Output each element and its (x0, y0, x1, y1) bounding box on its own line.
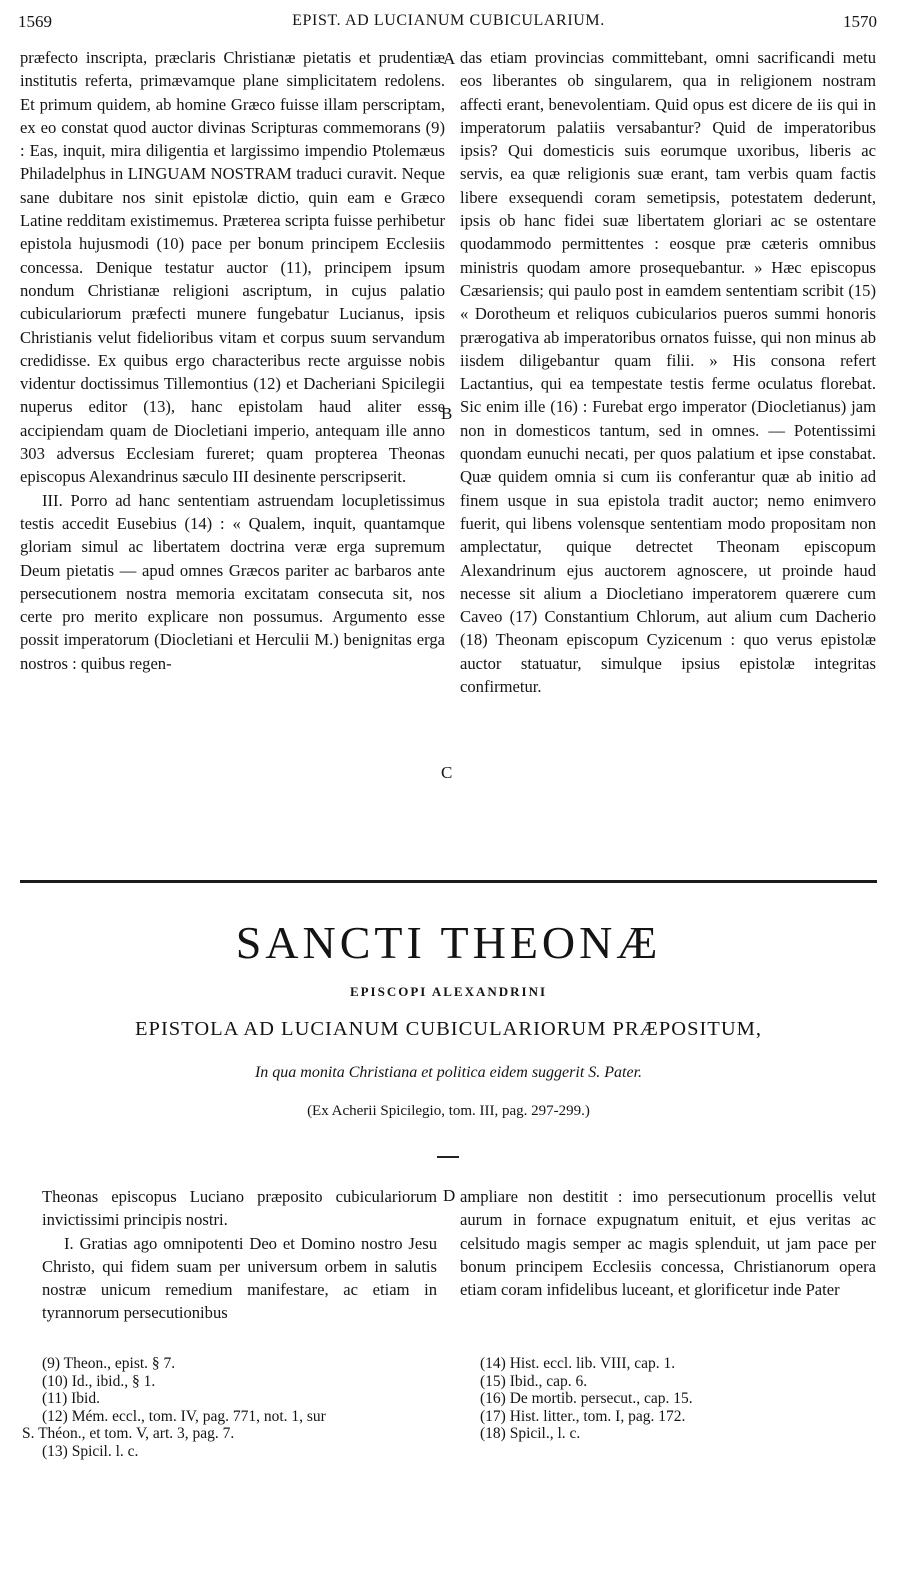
title-epistola: EPISTOLA AD LUCIANUM CUBICULARIORUM PRÆPOSITUM, (135, 1018, 762, 1040)
footnote: (9) Theon., epist. § 7. (42, 1355, 176, 1372)
paragraph-section-i: I. Gratias ago omnipotenti Deo et Domino nostro Jesu Christo, qui fidem suam per universum orbem in salutis nostræ unicum remedium manifestare, ac etiam in tyrannorum persecutionibus (42, 1233, 437, 1323)
paragraph: ampliare non destitit : imo persecutionum procellis velut aurum in fornace expugnatum enituit, et ejus veritas ac celsitudo magis semper ac magis splenduit, ut jam pace per bonum principem Ecclesiis concessa, Christianorum opera etiam coram infidelibus luceant, et glorificetur inde Pater (460, 1187, 876, 1300)
footnote: (17) Hist. litter., tom. I, pag. 172. (480, 1407, 686, 1425)
title-main: SANCTI THEONÆ (235, 917, 662, 968)
lower-right-column (460, 1185, 876, 1301)
paragraph: das etiam provincias committebant, omni sacrificandi metu eos liberantes ob singularem, qua in religionem nostram affecti erant, benevolentiam. Quid opus est dicere de iis qui in imperatorum palatiis versabantur? Quid de imperatoribus ipsis? Qui domesticis suis eorumque uxoribus, liberis ac servis, ea quæ religionis suæ erant, tam verbis quam factis libere exsequendi coram semetipsis, potestatem dederunt, ipsis ob hanc fidei suæ libertatem gloriari ac se ostentare quodammodo permittentes : eosque præ cæteris omnibus ministris quodam amore prosequebantur. » Hæc episcopus Cæsariensis; qui paulo post in eamdem sententiam scribit (15) « Dorotheum et reliquos cubicularios pueros summi honoris prærogativa ab imperatoribus ornatos fuisse, qui non minus ab iisdem diligebantur quam filii. » His consona refert Lactantius, qui ea tempestate testis ferme oculatus florebat. Sic enim ille (16) : Furebat ergo imperator (Diocletianus) jam non in domesticos tantum, sed in omnes. — Potentissimi quondam eunuchi necati, per quos palatium et ipse constabat. Quæ quidem omnia si cum iis conferantur quæ ab initio ad finem usque in sua epistola tradit auctor; nemo enimvero fuerit, qui libens volensque sententiam modo propositam non amplectatur, quique detrectet Theonam episcopum Alexandrinum ejus auctorem agnoscere, ut proinde haud necesse sit alium a Diocletiano imperatorem quærere cum Caveo (17) Constantium Chlorum, aut alium cum Dacherio (18) Theonam episcopum Cyzicenum : quo verus epistolæ auctor statuatur, simulque ipsius epistolæ integritas confirmetur. (460, 48, 876, 697)
upper-right-column (460, 46, 876, 698)
section-divider (20, 880, 877, 883)
running-header (0, 10, 897, 36)
footnote: (13) Spicil. l. c. (42, 1442, 139, 1460)
title-subtitle: EPISCOPI ALEXANDRINI (349, 984, 548, 999)
upper-left-column (20, 46, 445, 675)
salutation: Theonas episcopus Luciano præposito cubiculariorum invictissimi principis nostri. (42, 1187, 437, 1230)
footnotes-left (22, 1355, 442, 1460)
paragraph: præfecto inscripta, præclaris Christianæ pietatis et prudentiæ institutis referta, primævamque plane simplicitatem redolens. Et primum quidem, ab homine Græco fuisse illam perscriptam, ex eo constat quod auctor divinas Scripturas commemorans (9) : Eas, inquit, mira diligentia et largissimo impendio Ptolemæus Philadelphus in LINGUAM NOSTRAM traduci curavit. Neque sane dubitare nos sinit epistolæ dictio, quin eam e Græco Latine redditam existimemus. Præterea scripta fuisse perhibetur epistola hujusmodi (10) pace per bonum principem Ecclesiis concessa. Denique testatur auctor (11), principem ipsum nondum Christianæ religioni ascriptum, in cujus palatio cubiculariorum præfecti munere fungebatur Lucianus, ipsis Christianis velut fidelioribus vitam et corpus suum servandum credidisse. Ex quibus ergo characteribus recte arguisse nobis videntur doctissimus Tillemontius (12) et Dacheriani Spicilegii nuperus editor (13), hanc epistolam haud aliter esse accipiendam quam de Diocletiani imperio, antequam ille anno 303 adversus Ecclesiam fureret; quam propterea Theonas episcopus Alexandrinus sæculo III desinente perscripserit. (20, 48, 445, 487)
margin-marker-b: B (441, 404, 453, 423)
running-title: EPIST. AD LUCIANUM CUBICULARIUM. (292, 12, 605, 29)
footnote: (15) Ibid., cap. 6. (480, 1372, 588, 1390)
footnote: (10) Id., ibid., § 1. (42, 1372, 156, 1390)
footnote: (11) Ibid. (42, 1390, 100, 1407)
margin-marker-c: C (441, 763, 453, 782)
footnote: (14) Hist. eccl. lib. VIII, cap. 1. (480, 1355, 676, 1372)
footnote: (18) Spicil., l. c. (480, 1425, 581, 1442)
margin-marker-d: D (443, 1186, 456, 1205)
footnote: (12) Mém. eccl., tom. IV, pag. 771, not. 1, sur (42, 1407, 326, 1425)
lower-left-column (42, 1185, 437, 1325)
footnote-continuation: S. Théon., et tom. V, art. 3, pag. 7. (22, 1425, 235, 1442)
paragraph-section-iii: III. Porro ad hanc sententiam astruendam locupletissimus testis accedit Eusebius (14) : « Qualem, inquit, quantamque gloriam simul ac libertatem doctrina veræ erga supremum Deum pietatis — apud omnes Græcos pariter ac barbaros ante persecutionem nostra memoria excitatam consecuta sit, nos certe pro merito explicare non possumus. Argumento esse possit imperatorum (Diocletiani et Herculii M.) benignitas erga nostros : quibus regen- (20, 490, 445, 673)
title-description: In qua monita Christiana et politica eidem suggerit S. Pater. (254, 1064, 643, 1081)
margin-marker-a: A (443, 49, 456, 68)
page-number-right: 1570 (843, 12, 877, 31)
footnote: (16) De mortib. persecut., cap. 15. (480, 1390, 693, 1407)
title-source: (Ex Acherii Spicilegio, tom. III, pag. 297-299.) (307, 1103, 590, 1119)
footnotes-right (480, 1355, 876, 1443)
page-number-left: 1569 (18, 12, 52, 31)
short-divider (437, 1156, 459, 1158)
